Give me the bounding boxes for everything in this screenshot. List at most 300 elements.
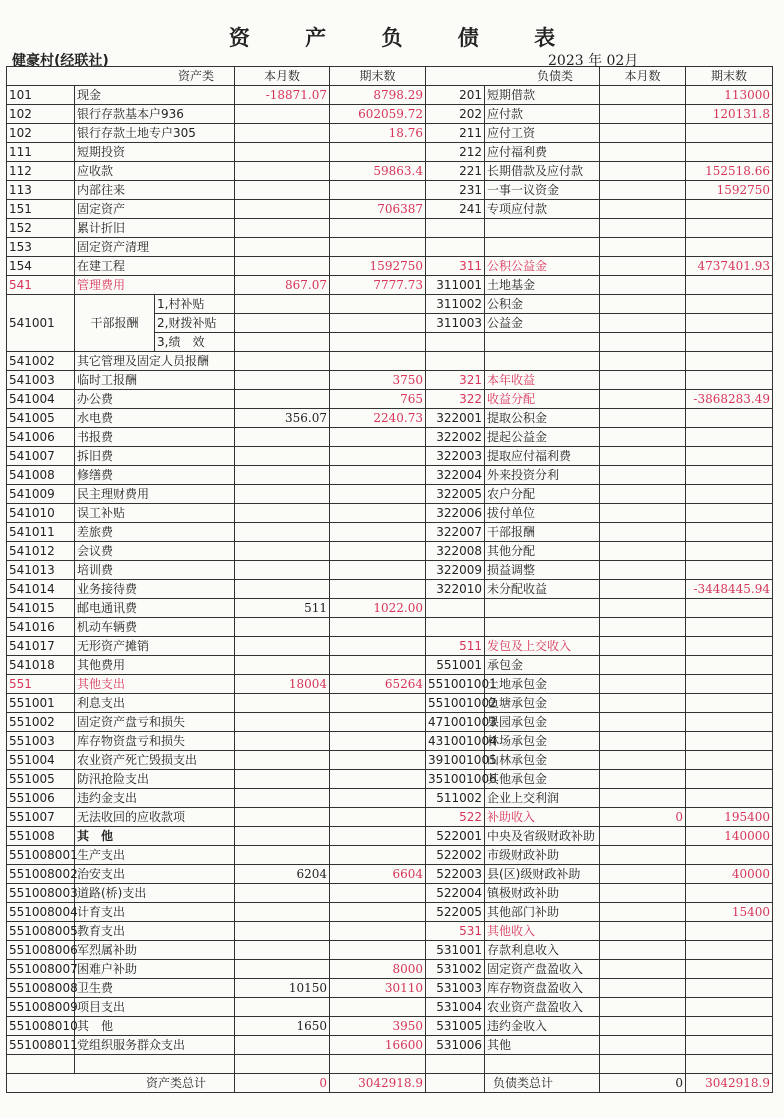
account-code: 311001 (426, 276, 485, 295)
account-code: 541006 (7, 428, 75, 447)
end-value (330, 694, 426, 713)
account-code: 322004 (426, 466, 485, 485)
table-row (7, 523, 773, 542)
end-value (330, 884, 426, 903)
table-row (7, 1036, 773, 1055)
month-value (600, 447, 686, 466)
month-value (235, 751, 330, 770)
month-value (600, 941, 686, 960)
month-value (600, 390, 686, 409)
table-row (7, 808, 773, 827)
account-code: 551007 (7, 808, 75, 827)
end-value (330, 827, 426, 846)
month-value (235, 884, 330, 903)
table-row (7, 637, 773, 656)
end-value (330, 808, 426, 827)
account-name: 固定资产盘盈收入 (485, 960, 600, 979)
end-value (330, 352, 426, 371)
month-value (235, 732, 330, 751)
account-code: 541017 (7, 637, 75, 656)
month-value (235, 846, 330, 865)
month-value (600, 827, 686, 846)
end-value: 706387 (330, 200, 426, 219)
account-name: 误工补贴 (75, 504, 235, 523)
end-value: -3448445.94 (686, 580, 773, 599)
end-value (330, 485, 426, 504)
table-row (7, 257, 773, 276)
account-code: 531006 (426, 1036, 485, 1055)
account-code: 551008008 (7, 979, 75, 998)
month-value (235, 124, 330, 143)
account-name: 书报费 (75, 428, 235, 447)
end-value (330, 941, 426, 960)
organization-name: 健豪村(经联社) (12, 53, 109, 69)
end-value (686, 561, 773, 580)
account-name: 专项应付款 (485, 200, 600, 219)
account-name: 无法收回的应收款项 (75, 808, 235, 827)
end-value: 1592750 (686, 181, 773, 200)
account-name: 违约金收入 (485, 1017, 600, 1036)
account-name: 应付款 (485, 105, 600, 124)
account-name: 林场承包金 (485, 732, 600, 751)
account-name: 土地承包金 (485, 675, 600, 694)
account-name: 修缮费 (75, 466, 235, 485)
account-code: 541012 (7, 542, 75, 561)
table-row (7, 675, 773, 694)
table-row (7, 485, 773, 504)
end-value (686, 295, 773, 314)
end-value (686, 238, 773, 257)
account-code: 551008003 (7, 884, 75, 903)
account-code: 531004 (426, 998, 485, 1017)
end-value (330, 333, 426, 352)
month-value (600, 162, 686, 181)
account-code: 211 (426, 124, 485, 143)
end-value (686, 884, 773, 903)
account-code: 322001 (426, 409, 485, 428)
end-value (686, 998, 773, 1017)
account-name: 提取公积金 (485, 409, 600, 428)
end-value: 152518.66 (686, 162, 773, 181)
account-code: 531 (426, 922, 485, 941)
end-value (686, 124, 773, 143)
end-value (330, 618, 426, 637)
table-row (7, 960, 773, 979)
account-name: 干部报酬 (75, 295, 155, 352)
account-name: 在建工程 (75, 257, 235, 276)
account-name: 其他收入 (485, 922, 600, 941)
account-code (426, 333, 485, 352)
month-value (235, 561, 330, 580)
account-code: 391001005 (426, 751, 485, 770)
account-code: 551001001 (426, 675, 485, 694)
account-code: 522005 (426, 903, 485, 922)
account-code: 551008 (7, 827, 75, 846)
month-value (235, 447, 330, 466)
end-value (330, 580, 426, 599)
account-name: 水电费 (75, 409, 235, 428)
end-value: 4737401.93 (686, 257, 773, 276)
end-value (330, 998, 426, 1017)
month-value (600, 770, 686, 789)
end-value (686, 333, 773, 352)
month-value (600, 789, 686, 808)
account-name: 干部报酬 (485, 523, 600, 542)
account-name: 其他部门补助 (485, 903, 600, 922)
month-value (600, 485, 686, 504)
account-name: 卫生费 (75, 979, 235, 998)
account-code: 551008001 (7, 846, 75, 865)
account-name: 其他承包金 (485, 770, 600, 789)
account-name: 军烈属补助 (75, 941, 235, 960)
account-name: 一事一议资金 (485, 181, 600, 200)
table-row (7, 903, 773, 922)
account-name: 其他分配 (485, 542, 600, 561)
account-code: 541018 (7, 656, 75, 675)
account-name: 民主理财费用 (75, 485, 235, 504)
account-code: 551008011 (7, 1036, 75, 1055)
month-value (235, 371, 330, 390)
account-name: 生产支出 (75, 846, 235, 865)
table-row (7, 732, 773, 751)
end-value: 1592750 (330, 257, 426, 276)
account-name: 应付福利费 (485, 143, 600, 162)
table-row (7, 409, 773, 428)
end-value (686, 618, 773, 637)
account-code: 541001 (7, 295, 75, 352)
account-code: 322 (426, 390, 485, 409)
table-row (7, 105, 773, 124)
end-value (330, 903, 426, 922)
end-value (686, 504, 773, 523)
end-value (686, 1036, 773, 1055)
end-value (686, 143, 773, 162)
account-name: 项目支出 (75, 998, 235, 1017)
account-code: 541003 (7, 371, 75, 390)
account-name: 累计折旧 (75, 219, 235, 238)
account-name: 其 他 (75, 1017, 235, 1036)
end-value (686, 409, 773, 428)
account-code: 322005 (426, 485, 485, 504)
account-name: 利息支出 (75, 694, 235, 713)
account-name (485, 352, 600, 371)
month-value (600, 865, 686, 884)
table-row (7, 200, 773, 219)
end-value (686, 1055, 773, 1074)
account-code: 202 (426, 105, 485, 124)
end-value (330, 713, 426, 732)
month-value (600, 884, 686, 903)
month-value (235, 960, 330, 979)
account-code: 322006 (426, 504, 485, 523)
table-row (7, 181, 773, 200)
end-value: 602059.72 (330, 105, 426, 124)
end-value (330, 428, 426, 447)
month-value (235, 105, 330, 124)
account-code: 551 (7, 675, 75, 694)
end-value (330, 238, 426, 257)
month-value (600, 542, 686, 561)
account-code (426, 219, 485, 238)
table-row (7, 466, 773, 485)
account-code (426, 599, 485, 618)
end-value: 3750 (330, 371, 426, 390)
account-code: 522001 (426, 827, 485, 846)
account-name: 固定资产清理 (75, 238, 235, 257)
table-row (7, 618, 773, 637)
totals-row (7, 1074, 773, 1093)
end-value (686, 922, 773, 941)
month-value (600, 656, 686, 675)
table-row (7, 295, 773, 314)
account-name: 业务接待费 (75, 580, 235, 599)
month-value (235, 428, 330, 447)
account-code: 151 (7, 200, 75, 219)
account-name: 长期借款及应付款 (485, 162, 600, 181)
month-value: 10150 (235, 979, 330, 998)
account-name (75, 1055, 235, 1074)
account-name: 办公费 (75, 390, 235, 409)
account-code: 522003 (426, 865, 485, 884)
account-code: 311002 (426, 295, 485, 314)
account-name: 农业资产死亡毁损支出 (75, 751, 235, 770)
month-value (600, 618, 686, 637)
account-code: 322003 (426, 447, 485, 466)
account-name: 公积金 (485, 295, 600, 314)
account-name: 土地基金 (485, 276, 600, 295)
end-value: 1022.00 (330, 599, 426, 618)
account-name: 鱼塘承包金 (485, 694, 600, 713)
account-code: 522004 (426, 884, 485, 903)
end-value: 3950 (330, 1017, 426, 1036)
account-name: 提取应付福利费 (485, 447, 600, 466)
account-code: 311003 (426, 314, 485, 333)
table-row (7, 504, 773, 523)
month-value (235, 618, 330, 637)
account-code: 322002 (426, 428, 485, 447)
end-value (686, 694, 773, 713)
account-code: 212 (426, 143, 485, 162)
month-value: 356.07 (235, 409, 330, 428)
month-value (235, 523, 330, 542)
table-body-top (7, 86, 773, 295)
table-row (7, 561, 773, 580)
account-code (426, 238, 485, 257)
account-name: 应付工资 (485, 124, 600, 143)
month-value (600, 219, 686, 238)
header-assets: 资产类 (7, 67, 235, 86)
end-value (330, 466, 426, 485)
account-name: 培训费 (75, 561, 235, 580)
account-code: 201 (426, 86, 485, 105)
end-value (686, 732, 773, 751)
account-code: 551008002 (7, 865, 75, 884)
end-value (330, 504, 426, 523)
end-value (330, 770, 426, 789)
table-row (7, 941, 773, 960)
end-value (686, 960, 773, 979)
end-value: 195400 (686, 808, 773, 827)
month-value (600, 1055, 686, 1074)
account-name (485, 618, 600, 637)
month-value (600, 694, 686, 713)
month-value (600, 903, 686, 922)
account-name: 收益分配 (485, 390, 600, 409)
month-value (235, 162, 330, 181)
end-value: 7777.73 (330, 276, 426, 295)
account-name: 库存物资盘亏和损失 (75, 732, 235, 751)
month-value (235, 504, 330, 523)
table-row (7, 846, 773, 865)
table-row (7, 1017, 773, 1036)
account-name: 固定资产 (75, 200, 235, 219)
table-row (7, 789, 773, 808)
account-name: 承包金 (485, 656, 600, 675)
month-value (235, 143, 330, 162)
account-code: 322010 (426, 580, 485, 599)
account-code: 531003 (426, 979, 485, 998)
account-name: 党组织服务群众支出 (75, 1036, 235, 1055)
end-value: 140000 (686, 827, 773, 846)
sub-account-label: 1,村补贴 (155, 295, 235, 314)
account-code: 154 (7, 257, 75, 276)
account-code: 551001 (7, 694, 75, 713)
end-value (686, 656, 773, 675)
header-right-month: 本月数 (600, 67, 686, 86)
assets-total-month: 0 (235, 1074, 330, 1093)
end-value (330, 732, 426, 751)
account-name: 公积公益金 (485, 257, 600, 276)
account-name: 镇极财政补助 (485, 884, 600, 903)
end-value (330, 523, 426, 542)
end-value (686, 789, 773, 808)
end-value (330, 751, 426, 770)
month-value (600, 466, 686, 485)
month-value (235, 713, 330, 732)
account-code: 551001 (426, 656, 485, 675)
table-row (7, 979, 773, 998)
account-name: 其它管理及固定人员报酬 (75, 352, 235, 371)
month-value (600, 200, 686, 219)
account-code: 551003 (7, 732, 75, 751)
account-name: 外来投资分利 (485, 466, 600, 485)
month-value (235, 238, 330, 257)
account-name: 固定资产盘亏和损失 (75, 713, 235, 732)
account-code (426, 352, 485, 371)
account-name: 农户分配 (485, 485, 600, 504)
account-code (426, 1074, 485, 1093)
account-code: 541011 (7, 523, 75, 542)
table-row (7, 770, 773, 789)
account-name (485, 219, 600, 238)
account-code: 551008009 (7, 998, 75, 1017)
account-code (426, 1055, 485, 1074)
table-row (7, 922, 773, 941)
month-value (600, 960, 686, 979)
page-title: 资 产 负 债 表 (228, 25, 580, 50)
month-value (235, 1036, 330, 1055)
header-left-month: 本月数 (235, 67, 330, 86)
account-code: 541010 (7, 504, 75, 523)
assets-total-end: 3042918.9 (330, 1074, 426, 1093)
account-code: 152 (7, 219, 75, 238)
table-row (7, 656, 773, 675)
end-value: 6604 (330, 865, 426, 884)
end-value: 18.76 (330, 124, 426, 143)
month-value (600, 105, 686, 124)
month-value: 6204 (235, 865, 330, 884)
end-value: 120131.8 (686, 105, 773, 124)
table-row (7, 143, 773, 162)
table-row (7, 998, 773, 1017)
account-name: 现金 (75, 86, 235, 105)
account-code: 531002 (426, 960, 485, 979)
account-name (485, 599, 600, 618)
account-code: 541009 (7, 485, 75, 504)
account-name: 其他费用 (75, 656, 235, 675)
account-name: 临时工报酬 (75, 371, 235, 390)
account-code: 551008007 (7, 960, 75, 979)
account-code: 322009 (426, 561, 485, 580)
account-name: 未分配收益 (485, 580, 600, 599)
account-name: 县(区)级财政补助 (485, 865, 600, 884)
account-code: 551001002 (426, 694, 485, 713)
month-value (235, 390, 330, 409)
account-code: 551006 (7, 789, 75, 808)
table-row (7, 238, 773, 257)
account-name: 违约金支出 (75, 789, 235, 808)
end-value (330, 181, 426, 200)
month-value (235, 485, 330, 504)
account-code: 322008 (426, 542, 485, 561)
account-name: 发包及上交收入 (485, 637, 600, 656)
month-value (235, 333, 330, 352)
month-value (600, 751, 686, 770)
account-name: 道路(桥)支出 (75, 884, 235, 903)
account-code: 511002 (426, 789, 485, 808)
month-value (600, 371, 686, 390)
month-value: 0 (600, 808, 686, 827)
account-name: 其他 (485, 1036, 600, 1055)
sub-account-label: 3,绩 效 (155, 333, 235, 352)
account-code: 102 (7, 124, 75, 143)
end-value (330, 637, 426, 656)
account-code: 221 (426, 162, 485, 181)
account-name: 银行存款土地专户305 (75, 124, 235, 143)
end-value (330, 219, 426, 238)
account-code: 431001004 (426, 732, 485, 751)
account-code: 112 (7, 162, 75, 181)
account-code: 541015 (7, 599, 75, 618)
end-value (686, 770, 773, 789)
table-row (7, 86, 773, 105)
account-name: 公益金 (485, 314, 600, 333)
end-value (330, 314, 426, 333)
assets-total-label: 资产类总计 (7, 1074, 235, 1093)
table-body-bottom (7, 352, 773, 1074)
account-name: 市级财政补助 (485, 846, 600, 865)
account-code: 551002 (7, 713, 75, 732)
account-code: 541008 (7, 466, 75, 485)
table-row (7, 371, 773, 390)
account-code: 541004 (7, 390, 75, 409)
liabilities-total-end: 3042918.9 (686, 1074, 773, 1093)
account-name: 困难户补助 (75, 960, 235, 979)
account-code (7, 1055, 75, 1074)
month-value (235, 903, 330, 922)
month-value (600, 637, 686, 656)
table-row (7, 352, 773, 371)
